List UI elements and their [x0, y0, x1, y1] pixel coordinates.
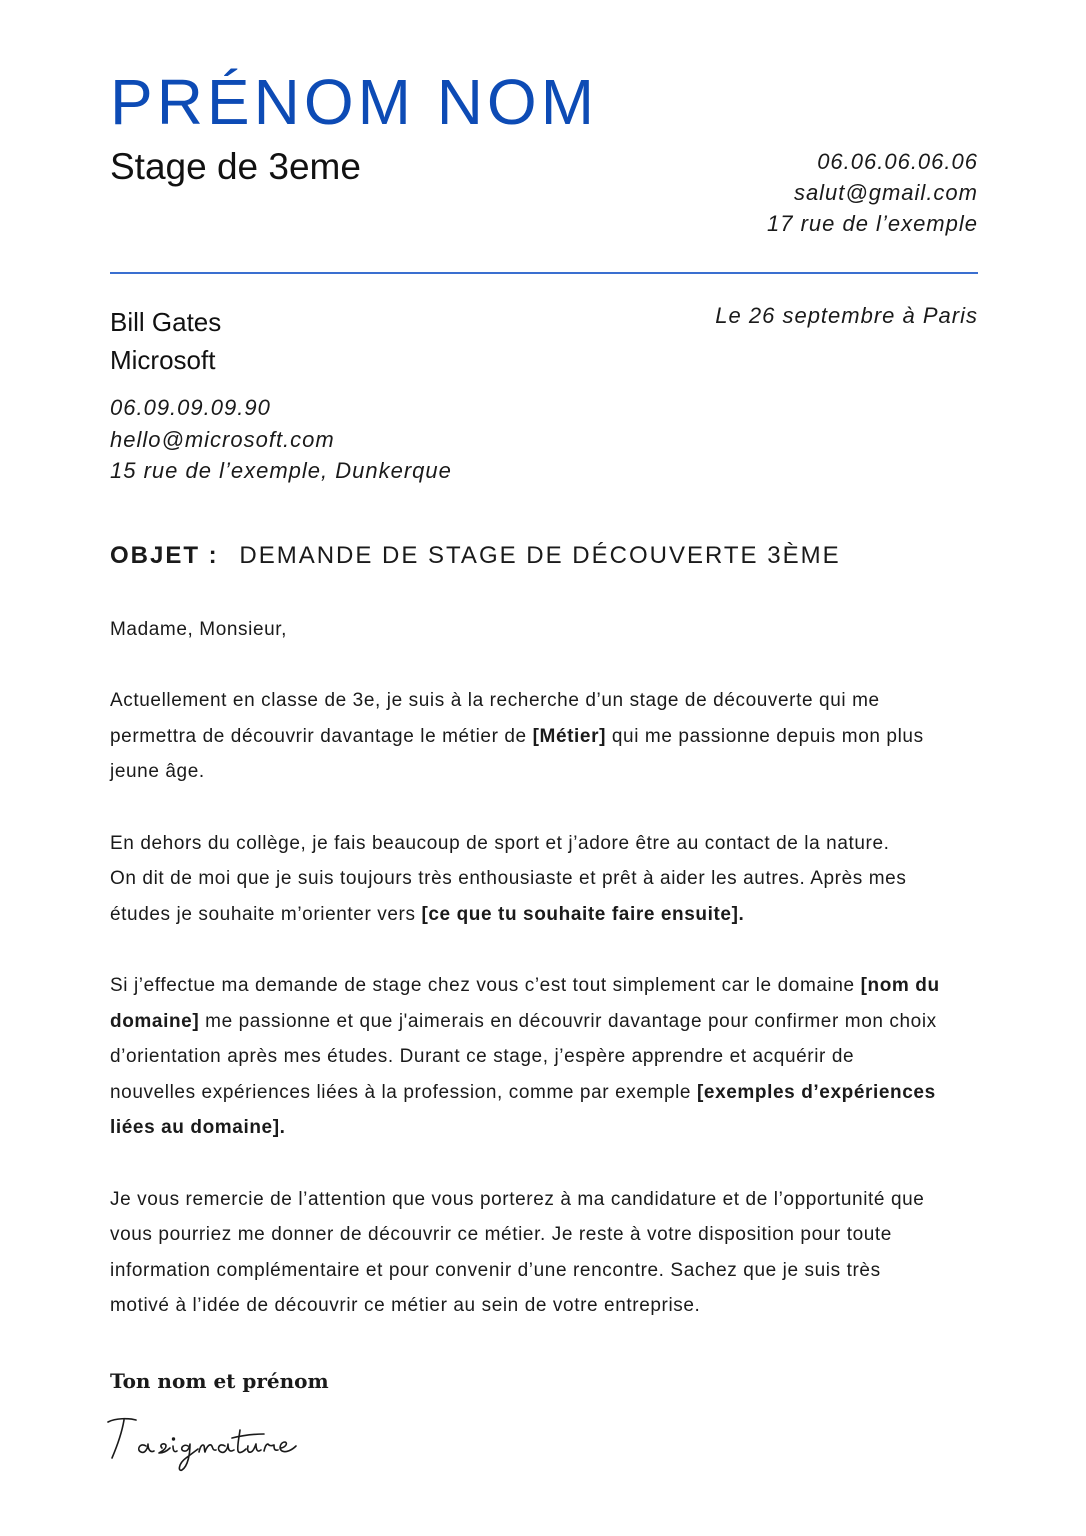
recipient-name: Bill Gates	[110, 307, 222, 337]
paragraph-2-line-2: On dit de moi que je suis toujours très enthousiaste et prêt à aider les autres. Après mes	[110, 868, 907, 890]
placeholder-metier: [Métier]	[532, 725, 607, 747]
recipient-phone: 06.09.09.09.90	[110, 395, 271, 420]
paragraph-3-line-1: Si j’effectue ma demande de stage chez vous c’est tout simplement car le domaine [nom du	[110, 974, 940, 996]
signer-name: Ton nom et prénom	[110, 1369, 329, 1393]
recipient-address: 15 rue de l’exemple, Dunkerque	[110, 458, 452, 483]
subject-label: OBJET :	[110, 542, 219, 569]
letter-page	[110, 0, 978, 1536]
letter-body	[110, 612, 990, 1324]
recipient-block	[110, 303, 221, 379]
placeholder-future: [ce que tu souhaite faire ensuite].	[421, 903, 745, 925]
placeholder-domaine-start: [nom du	[860, 974, 940, 996]
placeholder-domaine-end: domaine]	[110, 1010, 200, 1032]
paragraph-1-line-3: jeune âge.	[110, 761, 205, 783]
paragraph-3-line-3: d’orientation après mes études. Durant ce stage, j’espère apprendre et acquérir de	[110, 1046, 855, 1068]
handwritten-signature	[106, 1408, 306, 1480]
sender-email: salut@gmail.com	[793, 180, 978, 205]
sender-name: PRÉNOM NOM	[110, 66, 598, 138]
paragraph-1-line-2: permettra de découvrir davantage le métier de [Métier] qui me passionne depuis mon plus	[110, 725, 924, 747]
placeholder-experiences: [exemples d’expériences	[696, 1081, 936, 1103]
letter-subtitle: Stage de 3eme	[110, 146, 361, 187]
recipient-company: Microsoft	[110, 345, 216, 375]
subject-line	[110, 540, 841, 572]
paragraph-4-line-1: Je vous remercie de l’attention que vous porterez à ma candidature et de l’opportunité que	[110, 1188, 925, 1210]
recipient-contact	[110, 392, 452, 487]
paragraph-1-line-1: Actuellement en classe de 3e, je suis à la recherche d’un stage de découverte qui me	[110, 690, 880, 712]
sender-phone: 06.06.06.06.06	[817, 149, 978, 174]
salutation: Madame, Monsieur,	[110, 619, 288, 640]
paragraph-2-line-3: études je souhaite m’orienter vers [ce que tu souhaite faire ensuite].	[110, 903, 745, 925]
paragraph-4-line-4: motivé à l’idée de découvrir ce métier au sein de votre entreprise.	[110, 1295, 701, 1317]
header-divider	[110, 272, 978, 274]
paragraph-3-line-5: liées au domaine].	[110, 1117, 286, 1139]
letter-date: Le 26 septembre à Paris	[715, 303, 978, 328]
sender-contact	[767, 146, 978, 239]
recipient-email: hello@microsoft.com	[110, 426, 335, 452]
paragraph-4-line-2: vous pourriez me donner de découvrir ce métier. Je reste à votre disposition pour toute	[110, 1224, 892, 1246]
subject-text: DEMANDE DE STAGE DE DÉCOUVERTE 3ÈME	[239, 542, 841, 569]
paragraph-4-line-3: information complémentaire et pour convenir d’une rencontre. Sachez que je suis très	[110, 1259, 881, 1281]
paragraph-2-line-1: En dehors du collège, je fais beaucoup de sport et j’adore être au contact de la nature.	[110, 832, 890, 854]
paragraph-3-line-4: nouvelles expériences liées à la profession, comme par exemple [exemples d’expériences	[110, 1081, 936, 1103]
sender-address: 17 rue de l’exemple	[766, 211, 978, 236]
paragraph-3-line-2: domaine] me passionne et que j'aimerais en découvrir davantage pour confirmer mon choix	[110, 1010, 937, 1032]
